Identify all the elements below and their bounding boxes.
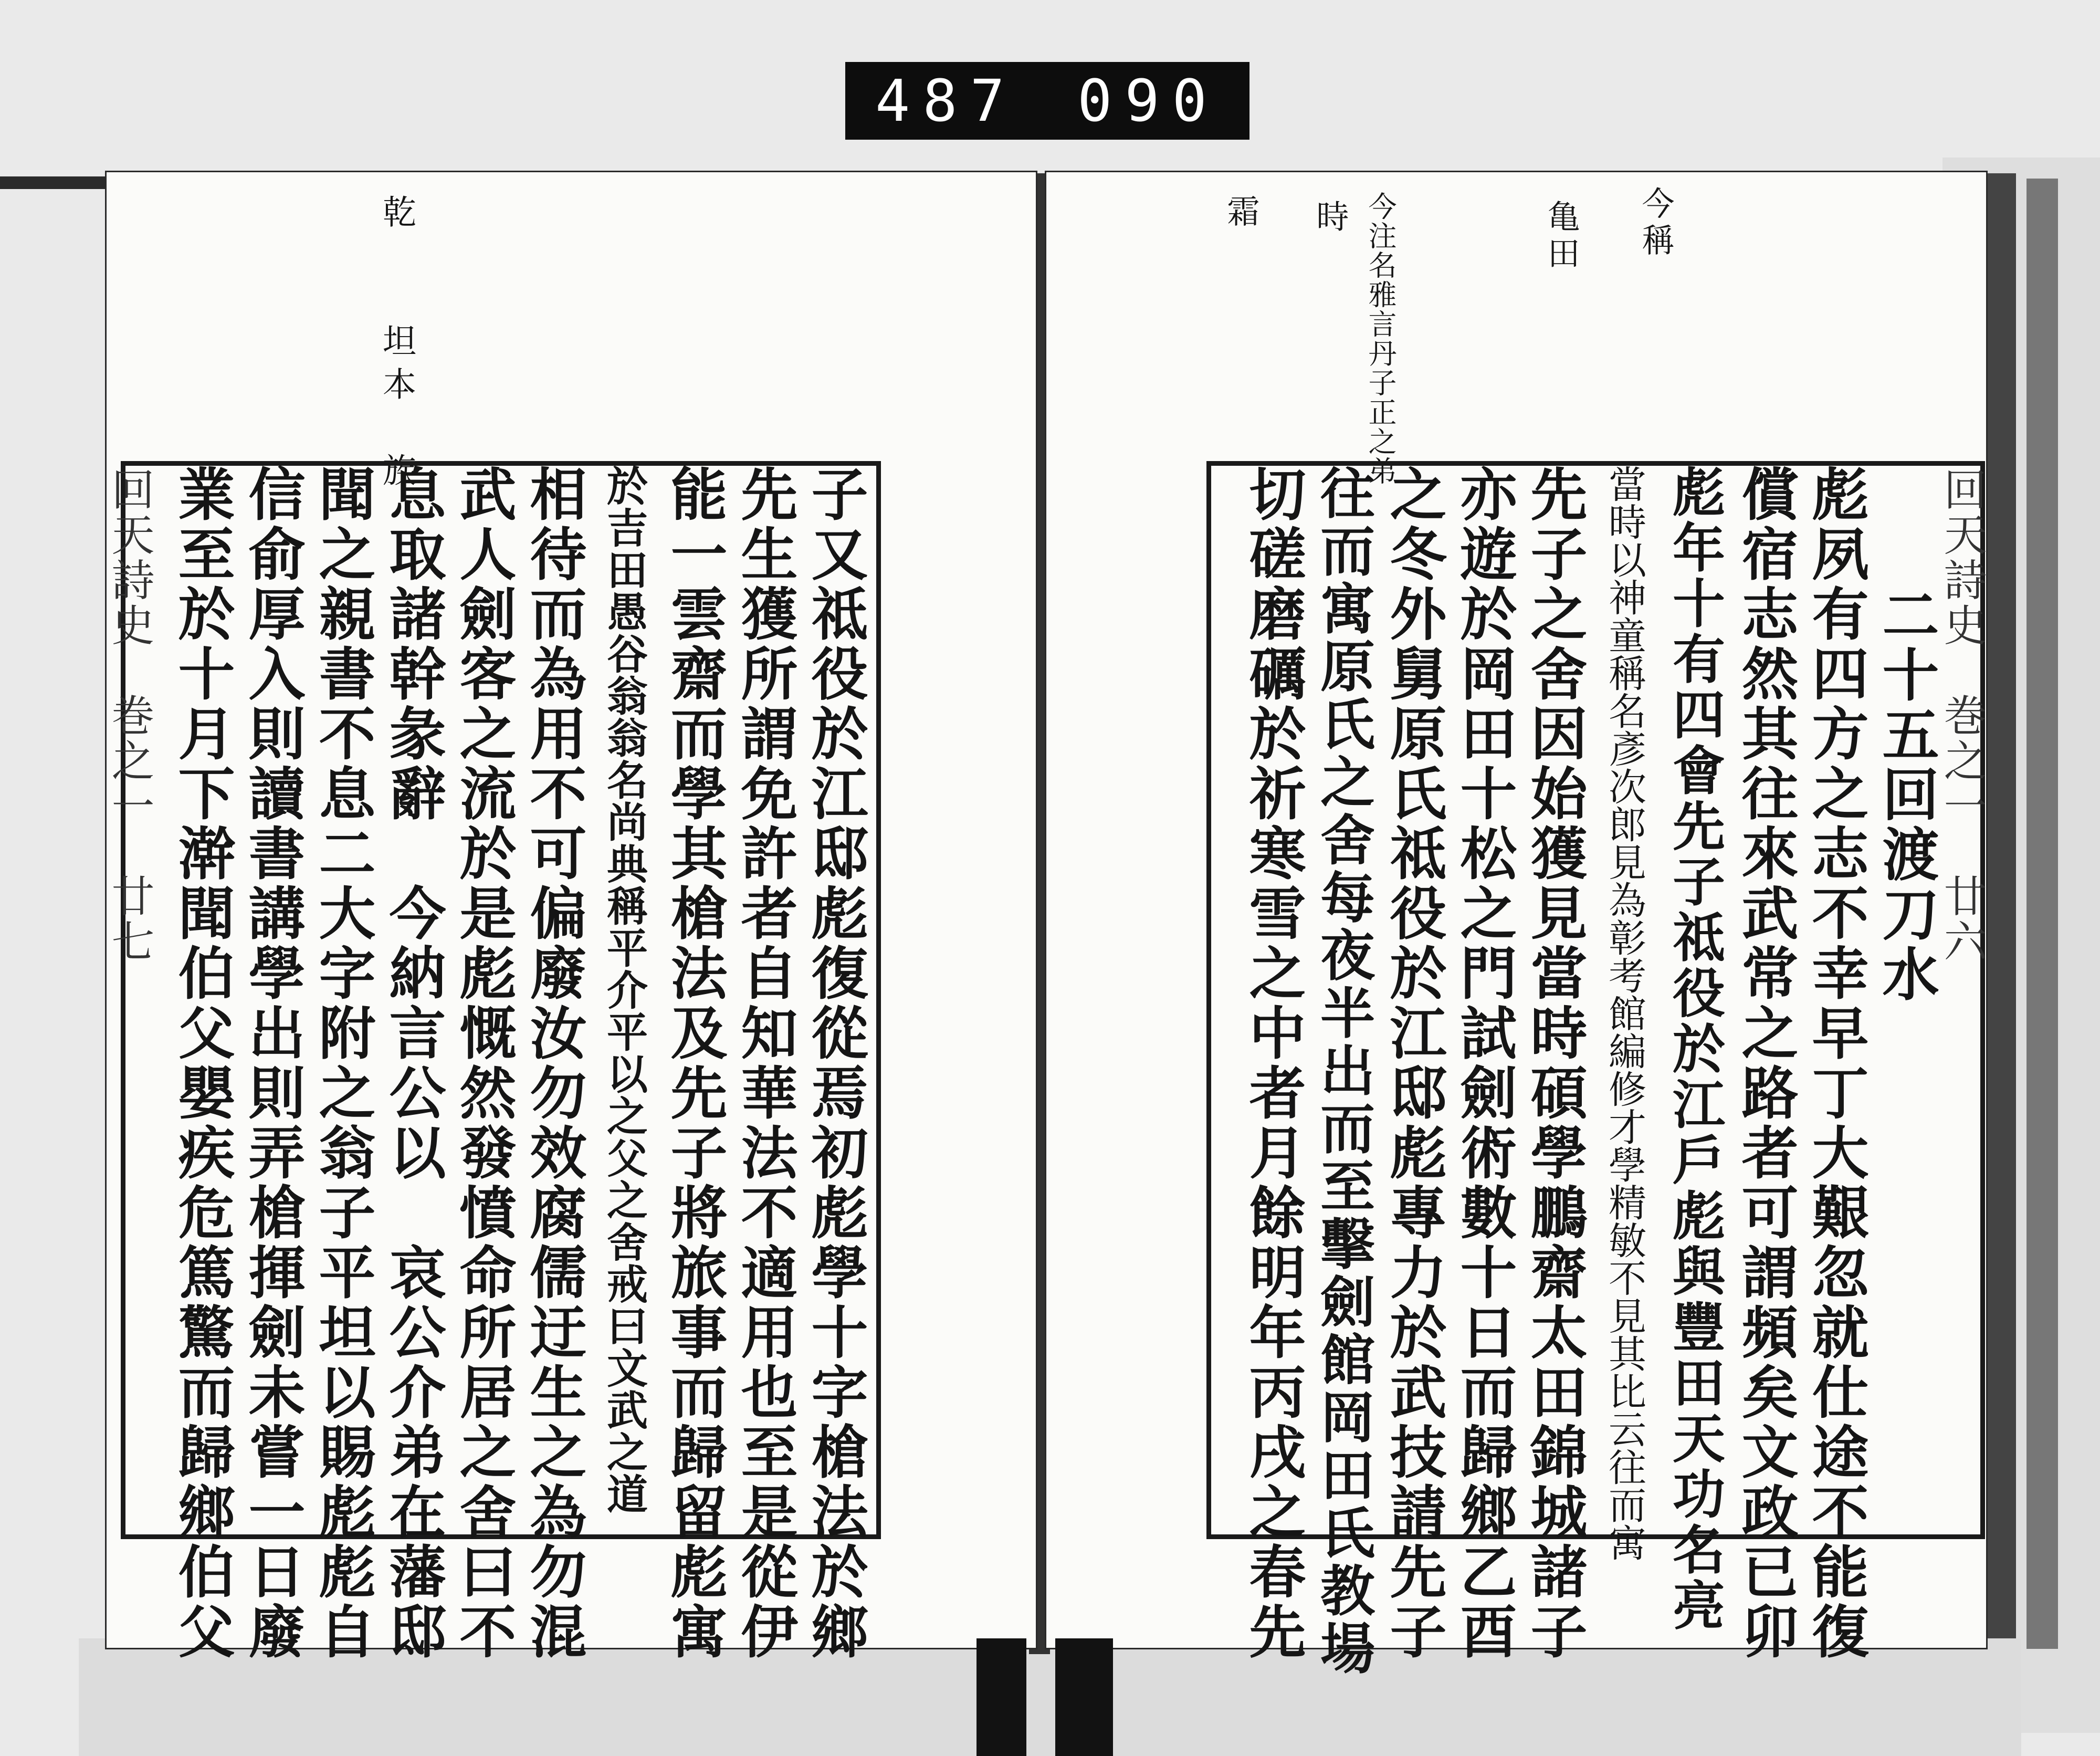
chapter-heading: 二十五回渡刀水 — [1873, 586, 1939, 1005]
left-text-column-7: 息取諸幹彖辭 今納言公以 哀公介弟在藩邸 — [380, 465, 446, 1662]
right-text-column-4: 當時以神童稱名彥次郎見為彰考館編修才學精敏不見其比云往而寓 — [1602, 465, 1646, 1561]
left-text-column-1: 子又祗役於江邸彪復從焉初彪學十字槍法於鄉 — [802, 465, 868, 1662]
left-page-margin-title: 回天詩史 巻之一 廿七 — [104, 467, 154, 964]
left-text-column-5: 相待而為用不可偏廢汝勿效腐儒迂生之為勿混 — [520, 465, 586, 1662]
right-text-column-5: 先子之舍因始獲見當時碩學鵬齋太田錦城諸子 — [1521, 465, 1587, 1662]
left-page-ruby: 乾 坦本 族 — [377, 194, 416, 496]
right-text-column-8: 往而寓原氏之舍每夜半出而至擊劍館岡田氏教場 — [1311, 465, 1376, 1678]
left-text-column-8: 聞之親書不息二大字附之翁子平坦以賜彪彪自 — [309, 465, 375, 1662]
right-text-column-9: 切磋磨礪於祈寒雪之中者月餘明年丙戌之春先 — [1240, 465, 1306, 1662]
right-text-column-6: 亦遊於岡田十松之門試劍術數十日而歸鄉乙酉 — [1451, 465, 1517, 1662]
right-page-ruby-2: 亀田 — [1542, 200, 1580, 273]
left-text-column-10: 業至於十月下澣聞伯父嬰疾危篤驚而歸鄉伯父 — [169, 465, 235, 1662]
archive-frame-number: 090 — [1077, 67, 1220, 134]
scanner-clip-right — [1055, 1638, 1113, 1756]
right-text-column-3: 彪年十有四會先子祗役於江戶彪與豐田天功名亮 — [1664, 465, 1726, 1634]
right-page-ruby-3: 今注名雅言丹子正之弟 — [1364, 192, 1397, 486]
right-text-column-1: 彪夙有四方之志不幸早丁大艱忽就仕途不能復 — [1802, 465, 1868, 1662]
right-page-ruby-4: 時 — [1311, 200, 1349, 236]
scanner-clip-left — [976, 1638, 1026, 1756]
right-page-margin-title: 回天詩史 巻之一 廿六 — [1937, 467, 1987, 964]
left-text-column-4: 於吉田愚谷翁翁名尚典稱平介平以之父之舍戒曰文武之道 — [600, 465, 648, 1515]
right-page-ruby-1: 今稱 — [1636, 186, 1675, 260]
right-text-column-2: 償宿志然其往來武常之路者可謂頻矣文政已卯 — [1732, 465, 1798, 1662]
left-text-column-3: 能一雲齋而學其槍法及先子將旅事而歸留彪寓 — [661, 465, 727, 1662]
left-text-column-2: 先生獲所謂免許者自知華法不適用也至是從伊 — [731, 465, 797, 1662]
left-text-column-9: 信俞厚入則讀書講學出則弄槍揮劍未嘗一日廢 — [239, 465, 305, 1662]
left-text-column-6: 武人劍客之流於是彪慨然發憤命所居之舍曰不 — [450, 465, 516, 1662]
right-page-ruby-5: 霜 — [1222, 194, 1260, 231]
archive-frame-label — [845, 62, 1250, 140]
archive-reel-number: 487 — [875, 67, 1017, 134]
right-text-column-7: 之冬外舅原氏祗役於江邸彪專力於武技請先子 — [1380, 465, 1446, 1662]
